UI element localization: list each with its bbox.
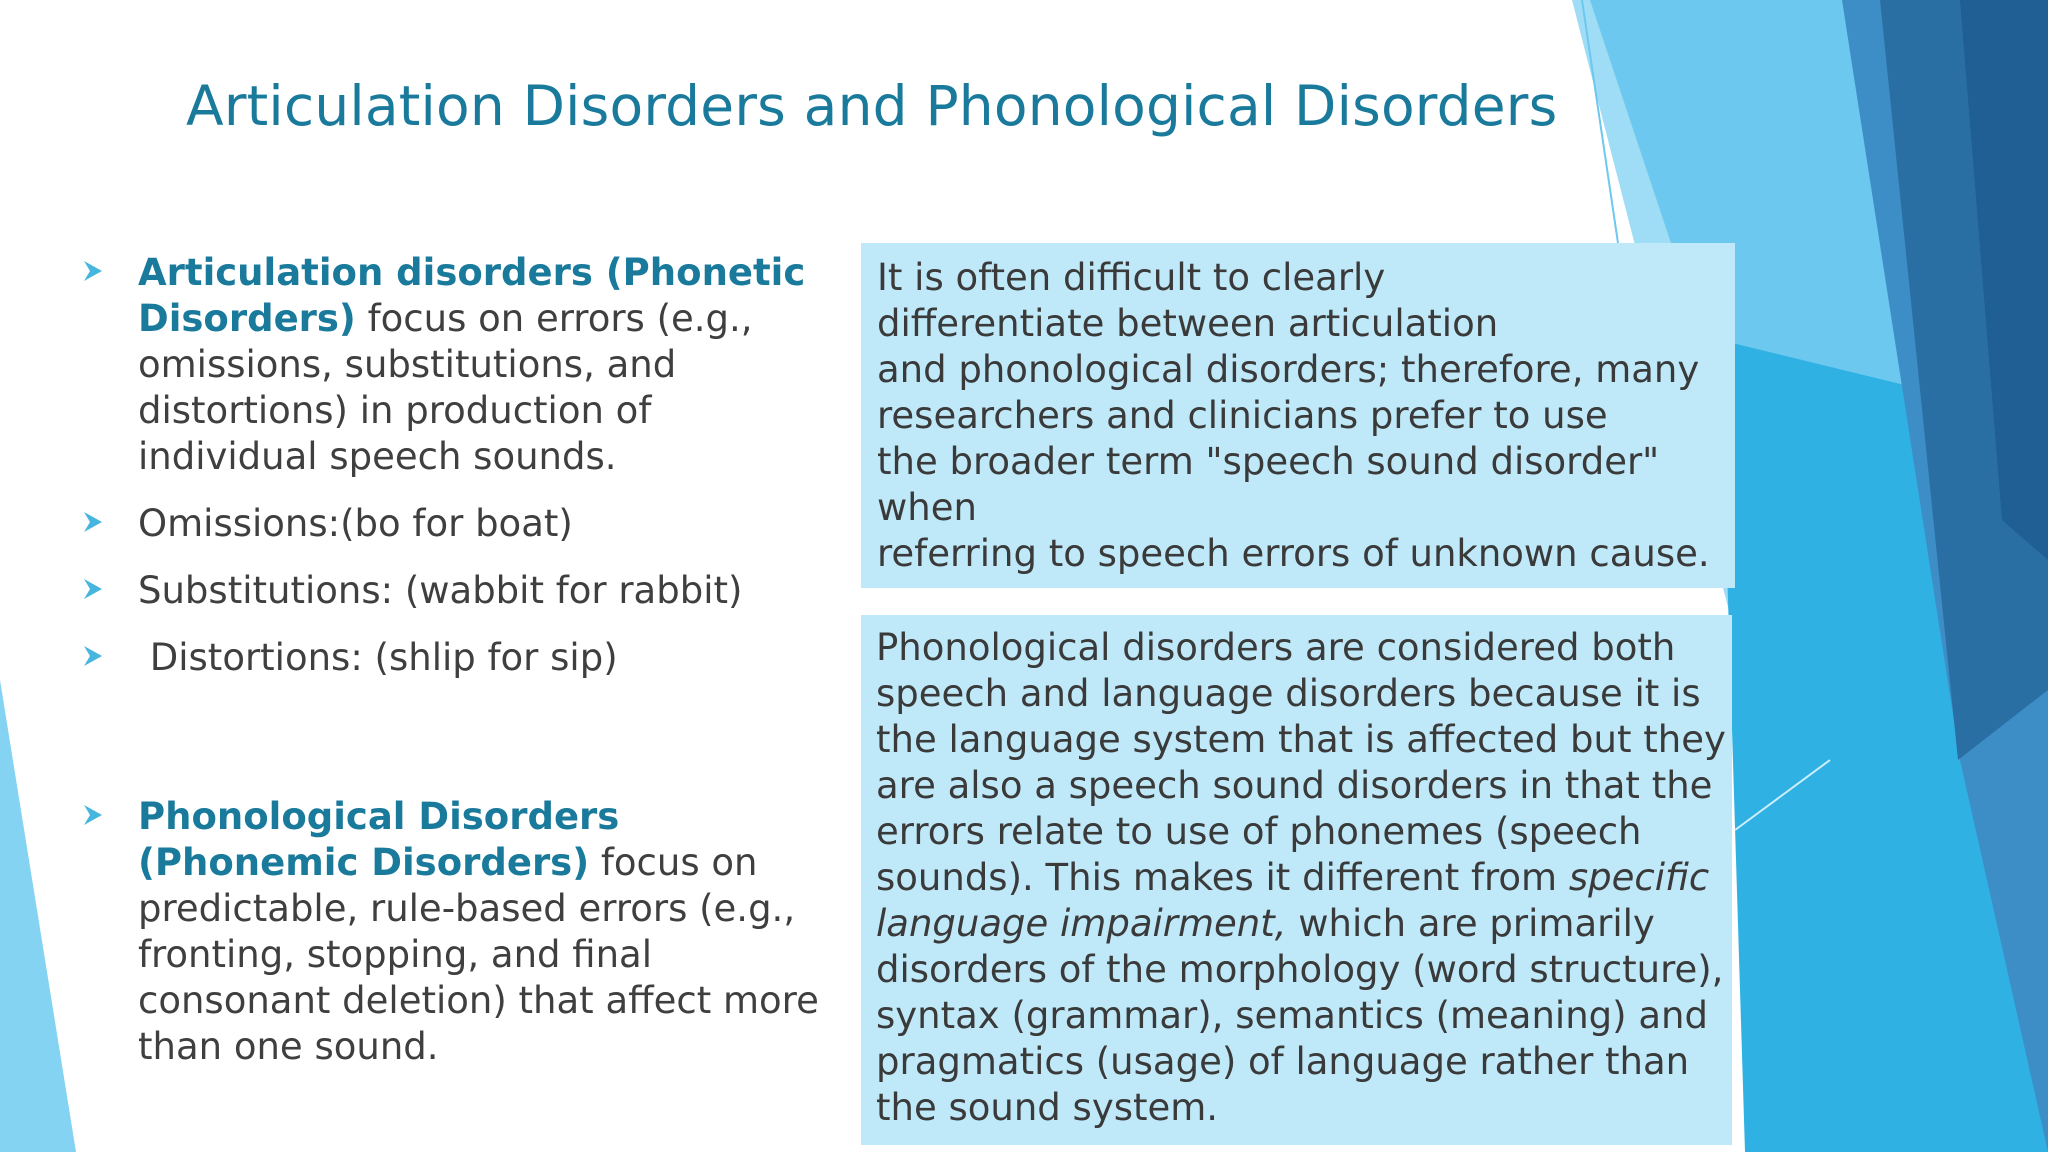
box-text: Phonological disorders are considered both speech and language disorders because it is the language system that is affected but they are also a speech sound disorders in that the errors relate to use of phonemes (speech sounds). This makes it different from bbox=[876, 626, 1726, 899]
box-line: It is often difficult to clearly bbox=[877, 256, 1386, 299]
list-item bbox=[82, 794, 822, 1070]
item-heading: Articulation disorders (Phonetic Disorders) bbox=[138, 251, 806, 340]
box-line: researchers and clinicians prefer to use bbox=[877, 394, 1608, 437]
box-text: which are primarily disorders of the morphology (word structure), syntax (grammar), semantics (meaning) and pragmatics (usage) of language rather than the sound system. bbox=[876, 902, 1724, 1129]
item-text: focus on errors (e.g., omissions, substitutions, and distortions) in production of individual speech sounds. bbox=[138, 297, 753, 478]
slide-title: Articulation Disorders and Phonological Disorders bbox=[186, 74, 1558, 138]
item-text: Distortions: (shlip for sip) bbox=[138, 636, 618, 679]
arrow-bullet-icon bbox=[82, 644, 104, 668]
item-heading: Phonological Disorders (Phonemic Disorders) bbox=[138, 795, 620, 884]
list-item bbox=[82, 250, 822, 480]
box-line: the broader term "speech sound disorder" when bbox=[877, 440, 1660, 529]
left-accent-shape bbox=[0, 680, 76, 1152]
box-line: referring to speech errors of unknown cause. bbox=[877, 532, 1710, 575]
box-line: and phonological disorders; therefore, many bbox=[877, 348, 1700, 391]
item-text: focus on predictable, rule-based errors (e.g., fronting, stopping, and final consonant deletion) that affect more than one sound. bbox=[138, 841, 819, 1068]
item-text: Substitutions: (wabbit for rabbit) bbox=[138, 569, 743, 612]
arrow-bullet-icon bbox=[82, 803, 104, 827]
bullet-list bbox=[82, 250, 822, 1091]
arrow-bullet-icon bbox=[82, 259, 104, 283]
info-box-top bbox=[861, 243, 1735, 588]
info-box-bottom bbox=[861, 615, 1732, 1145]
list-item bbox=[82, 635, 822, 681]
list-item bbox=[82, 568, 822, 614]
arrow-bullet-icon bbox=[82, 577, 104, 601]
box-italic-term: specific language impairment, bbox=[876, 856, 1710, 945]
arrow-bullet-icon bbox=[82, 510, 104, 534]
item-text: Omissions:(bo for boat) bbox=[138, 502, 573, 545]
box-paragraph bbox=[876, 625, 1732, 1131]
list-item bbox=[82, 501, 822, 547]
box-line: differentiate between articulation bbox=[877, 302, 1499, 345]
